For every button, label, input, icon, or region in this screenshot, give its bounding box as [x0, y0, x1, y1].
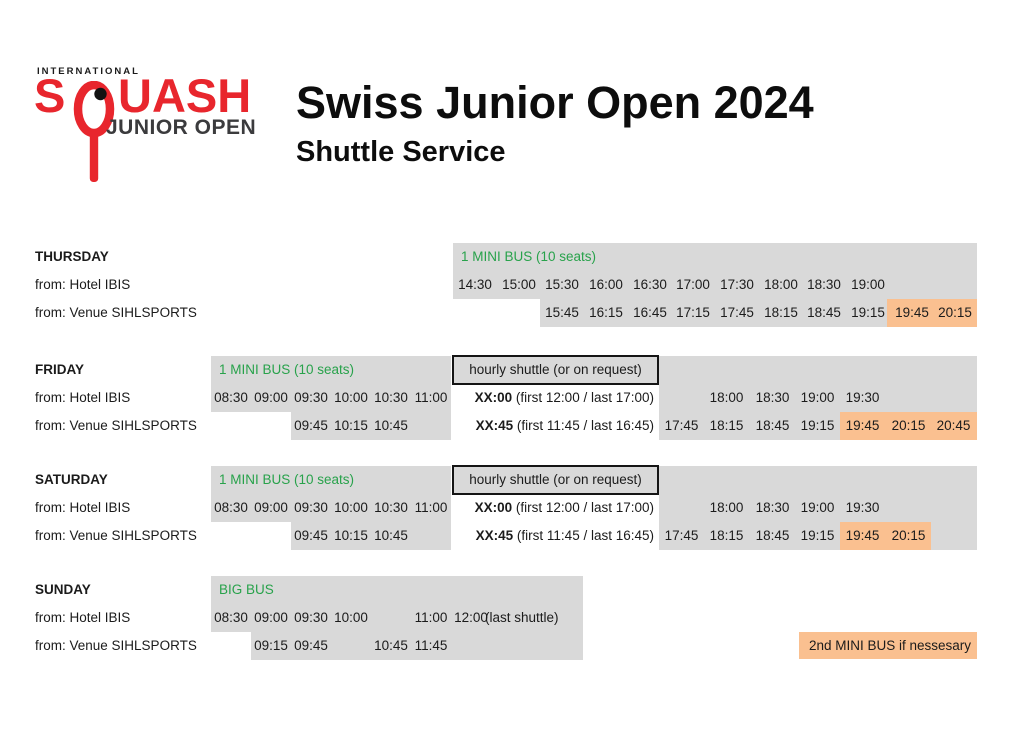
friday-hotel-rule-rest: (first 12:00 / last 17:00): [515, 390, 654, 405]
saturday-hourly-shuttle-box: hourly shuttle (or on request): [452, 465, 659, 495]
friday-venue-time: 20:15: [891, 418, 926, 433]
saturday-from-hotel-label: from: Hotel IBIS: [35, 500, 131, 515]
saturday-venue-time: 19:45: [845, 528, 880, 543]
thursday-bus-label: 1 MINI BUS (10 seats): [461, 249, 597, 264]
saturday-hotel-time: 08:30: [214, 500, 248, 515]
saturday-hotel-time: 19:30: [845, 500, 880, 515]
thursday-hotel-time: 18:00: [764, 277, 798, 292]
saturday-hotel-time: 11:00: [414, 500, 448, 515]
sunday-venue-time: 09:45: [294, 638, 328, 653]
saturday-from-venue-label: from: Venue SIHLSPORTS: [35, 528, 197, 543]
thursday-hotel-time: 19:00: [851, 277, 885, 292]
thursday-hotel-time: 18:30: [807, 277, 841, 292]
friday-hotel-time: 18:00: [709, 390, 744, 405]
saturday-hotel-time: 19:00: [800, 500, 835, 515]
saturday-venue-time: 19:15: [800, 528, 835, 543]
thursday-venue-time: 16:15: [589, 305, 623, 320]
friday-hotel-time: 19:30: [845, 390, 880, 405]
friday-venue-time: 19:45: [845, 418, 880, 433]
thursday-hotel-time: 16:00: [589, 277, 623, 292]
friday-venue-rule-rest: (first 11:45 / last 16:45): [516, 418, 654, 433]
saturday-bus-label: 1 MINI BUS (10 seats): [219, 472, 355, 487]
saturday-hotel-time: 09:00: [254, 500, 288, 515]
friday-hotel-time: 08:30: [214, 390, 248, 405]
sunday-hotel-time: 10:00: [334, 610, 368, 625]
sunday-hotel-time: 09:30: [294, 610, 328, 625]
friday-hotel-time: 11:00: [414, 390, 448, 405]
friday-from-venue-label: from: Venue SIHLSPORTS: [35, 418, 197, 433]
friday-hourly-shuttle-box: hourly shuttle (or on request): [452, 355, 659, 385]
saturday-venue-time: 10:45: [374, 528, 408, 543]
friday-from-hotel-label: from: Hotel IBIS: [35, 390, 131, 405]
sunday-last-shuttle-note: (last shuttle): [485, 610, 559, 625]
thursday-venue-time: 18:15: [764, 305, 798, 320]
thursday-venue-time: 17:45: [720, 305, 754, 320]
friday-hotel-time: 18:30: [755, 390, 790, 405]
saturday-venue-time: 17:45: [664, 528, 699, 543]
logo-word-uash: UASH: [118, 69, 252, 122]
thursday-venue-time: 17:15: [676, 305, 710, 320]
friday-venue-time: 17:45: [664, 418, 699, 433]
friday-venue-rule-bold: XX:45: [475, 418, 514, 433]
saturday-hotel-time: 10:00: [334, 500, 368, 515]
sunday-venue-time: 10:45: [374, 638, 408, 653]
friday-hotel-time: 09:30: [294, 390, 328, 405]
saturday-venue-time: 18:15: [709, 528, 744, 543]
sunday-hotel-time: 12:00: [454, 610, 488, 625]
saturday-hotel-time: 18:00: [709, 500, 744, 515]
friday-hotel-time: 09:00: [254, 390, 288, 405]
saturday-hotel-rule-bold: XX:00: [474, 500, 513, 515]
saturday-venue-rule-rest: (first 11:45 / last 16:45): [516, 528, 654, 543]
thursday-from-venue-label: from: Venue SIHLSPORTS: [35, 305, 197, 320]
saturday-hotel-rule-rest: (first 12:00 / last 17:00): [515, 500, 654, 515]
sunday-hotel-time: 09:00: [254, 610, 288, 625]
thursday-venue-time: 15:45: [545, 305, 579, 320]
friday-venue-time: 10:45: [374, 418, 408, 433]
friday-venue-time: 09:45: [294, 418, 328, 433]
sunday-from-venue-label: from: Venue SIHLSPORTS: [35, 638, 197, 653]
saturday-hotel-time: 10:30: [374, 500, 408, 515]
squash-junior-open-logo: [30, 58, 270, 193]
thursday-hotel-time: 17:00: [676, 277, 710, 292]
friday-bus-label: 1 MINI BUS (10 seats): [219, 362, 355, 377]
thursday-hotel-time: 17:30: [720, 277, 754, 292]
friday-venue-time: 18:45: [755, 418, 790, 433]
friday-venue-time: 19:15: [800, 418, 835, 433]
friday-venue-time: 10:15: [334, 418, 368, 433]
logo-junior-open-text: JUNIOR OPEN: [106, 116, 257, 139]
friday-hotel-time: 10:00: [334, 390, 368, 405]
thursday-from-hotel-label: from: Hotel IBIS: [35, 277, 131, 292]
day-name-friday: FRIDAY: [35, 362, 85, 377]
thursday-hotel-time: 15:30: [545, 277, 579, 292]
sunday-bus-label: BIG BUS: [219, 582, 274, 597]
saturday-hotel-time: 18:30: [755, 500, 790, 515]
saturday-venue-rule: [452, 522, 654, 550]
friday-venue-rule: [452, 412, 654, 440]
sunday-hotel-time: 08:30: [214, 610, 248, 625]
saturday-venue-rule-bold: XX:45: [475, 528, 514, 543]
thursday-hotel-time: 15:00: [502, 277, 536, 292]
sunday-hotel-time: 11:00: [414, 610, 448, 625]
thursday-venue-time: 16:45: [633, 305, 667, 320]
thursday-venue-time: 19:15: [851, 305, 885, 320]
thursday-venue-time: 18:45: [807, 305, 841, 320]
logo-word-s: S: [34, 69, 66, 122]
sunday-from-hotel-label: from: Hotel IBIS: [35, 610, 131, 625]
saturday-venue-time: 20:15: [891, 528, 926, 543]
day-name-saturday: SATURDAY: [35, 472, 108, 487]
sunday-venue-time: 11:45: [414, 638, 448, 653]
thursday-hotel-time: 16:30: [633, 277, 667, 292]
saturday-venue-time: 18:45: [755, 528, 790, 543]
thursday-hotel-time: 14:30: [458, 277, 492, 292]
friday-venue-time: 20:45: [936, 418, 971, 433]
thursday-venue-time: 19:45: [895, 305, 929, 320]
page-title: Swiss Junior Open 2024: [296, 77, 814, 128]
thursday-venue-time: 20:15: [938, 305, 972, 320]
second-mini-bus-note: 2nd MINI BUS if nessesary: [799, 632, 977, 659]
saturday-venue-time: 10:15: [334, 528, 368, 543]
saturday-hotel-time: 09:30: [294, 500, 328, 515]
saturday-venue-time: 09:45: [294, 528, 328, 543]
day-name-thursday: THURSDAY: [35, 249, 109, 264]
friday-hotel-time: 19:00: [800, 390, 835, 405]
page-subtitle: Shuttle Service: [296, 136, 506, 168]
friday-hotel-time: 10:30: [374, 390, 408, 405]
friday-hotel-rule: [452, 384, 654, 412]
friday-venue-time: 18:15: [709, 418, 744, 433]
sunday-venue-time: 09:15: [254, 638, 288, 653]
friday-hotel-rule-bold: XX:00: [474, 390, 513, 405]
logo-international-text: INTERNATIONAL: [37, 66, 140, 77]
saturday-hotel-rule: [452, 494, 654, 522]
day-name-sunday: SUNDAY: [35, 582, 91, 597]
